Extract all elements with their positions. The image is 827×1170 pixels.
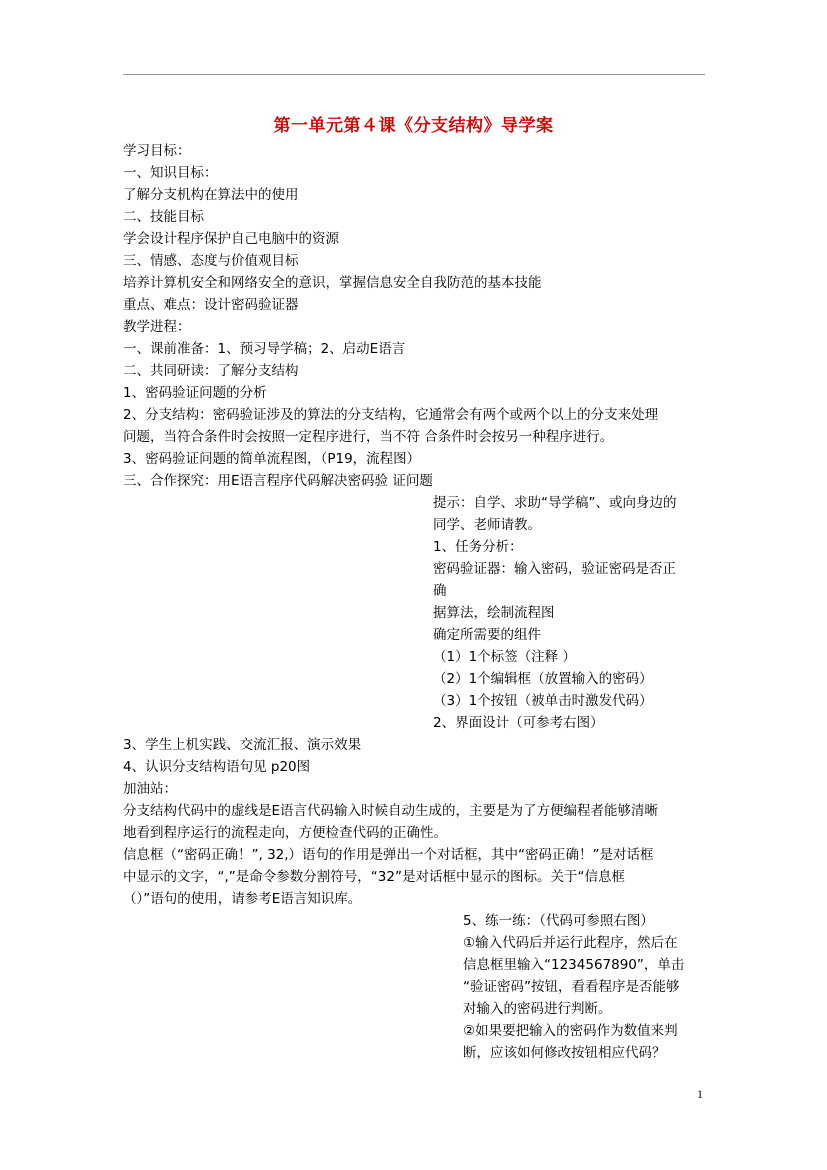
right-column-line: 提示：自学、求助“导学稿”、或向身边的	[433, 495, 677, 511]
right-column-line: （1）1个标签（注释 ）	[433, 649, 576, 665]
text-line: 2、分支结构：密码验证涉及的算法的分支结构，它通常会有两个或两个以上的分支来处理	[123, 407, 659, 423]
text-line: 一、知识目标：	[123, 165, 218, 181]
header-rule	[123, 74, 705, 75]
text-line: 三、合作探究：用E语言程序代码解决密码验 证问题	[123, 473, 433, 489]
text-line: 教学进程：	[123, 319, 191, 335]
text-line: 培养计算机安全和网络安全的意识，掌握信息安全自我防范的基本技能	[123, 275, 542, 291]
text-line: 二、共同研读：了解分支结构	[123, 363, 299, 379]
right-column-line: 密码验证器：输入密码，验证密码是否正	[433, 561, 676, 577]
text-line: 地看到程序运行的流程走向，方便检查代码的正确性。	[123, 825, 447, 841]
text-line: 3、密码验证问题的简单流程图，（P19，流程图）	[123, 451, 421, 467]
right-column-line: 同学、老师请教。	[433, 517, 541, 533]
text-line: 学习目标：	[123, 143, 191, 159]
text-line: 重点、难点：设计密码验证器	[123, 297, 299, 313]
text-line: 3、学生上机实践、交流汇报、演示效果	[123, 737, 362, 753]
text-line: 一、课前准备：1、预习导学稿；2、启动E语言	[123, 341, 406, 357]
text-line: 加油站：	[123, 781, 177, 797]
right-column-line: 1、任务分析：	[433, 539, 523, 555]
right-column-line: ①输入代码后并运行此程序，然后在	[463, 935, 678, 951]
text-line: 了解分支机构在算法中的使用	[123, 187, 299, 203]
text-line: 1、密码验证问题的分析	[123, 385, 267, 401]
right-column-line: 信息框里输入“1234567890”，单击	[463, 957, 685, 973]
right-column-line: （3）1个按钮（被单击时激发代码）	[433, 693, 653, 709]
page-number: 1	[697, 1087, 703, 1101]
right-column-line: 对输入的密码进行判断。	[463, 1001, 612, 1017]
right-column-line: 5、练一练：（代码可参照右图）	[463, 913, 654, 929]
right-column-line: ②如果要把输入的密码作为数值来判	[463, 1023, 678, 1039]
text-line: 中显示的文字，“,”是命令参数分割符号，“32”是对话框中显示的图标。关于“信息框	[123, 869, 625, 885]
text-line: 4、认识分支结构语句见 p20图	[123, 759, 311, 775]
text-line: 分支结构代码中的虚线是E语言代码输入时候自动生成的，主要是为了方便编程者能够清晰	[123, 803, 659, 819]
text-line: 问题，当符合条件时会按照一定程序进行，当不符 合条件时会按另一种程序进行。	[123, 429, 614, 445]
text-line: 二、技能目标	[123, 209, 204, 225]
text-line: 三、情感、态度与价值观目标	[123, 253, 299, 269]
text-line: （）”语句的使用，请参考E语言知识库。	[123, 891, 362, 907]
text-line: 信息框（“密码正确！”, 32,）语句的作用是弹出一个对话框，其中“密码正确！”是对话框	[123, 847, 654, 863]
right-column-line: 确	[433, 583, 447, 599]
right-column-line: 确定所需要的组件	[433, 627, 541, 643]
text-line: 学会设计程序保护自己电脑中的资源	[123, 231, 339, 247]
right-column-line: 据算法，绘制流程图	[433, 605, 555, 621]
right-column-line: 2、界面设计（可参考右图）	[433, 715, 604, 731]
right-column-line: （2）1个编辑框（放置输入的密码）	[433, 671, 653, 687]
page-title: 第一单元第４课《分支结构》导学案	[273, 116, 554, 136]
right-column-line: “验证密码”按钮，看看程序是否能够	[463, 979, 680, 995]
right-column-line: 断，应该如何修改按钮相应代码？	[463, 1045, 666, 1061]
